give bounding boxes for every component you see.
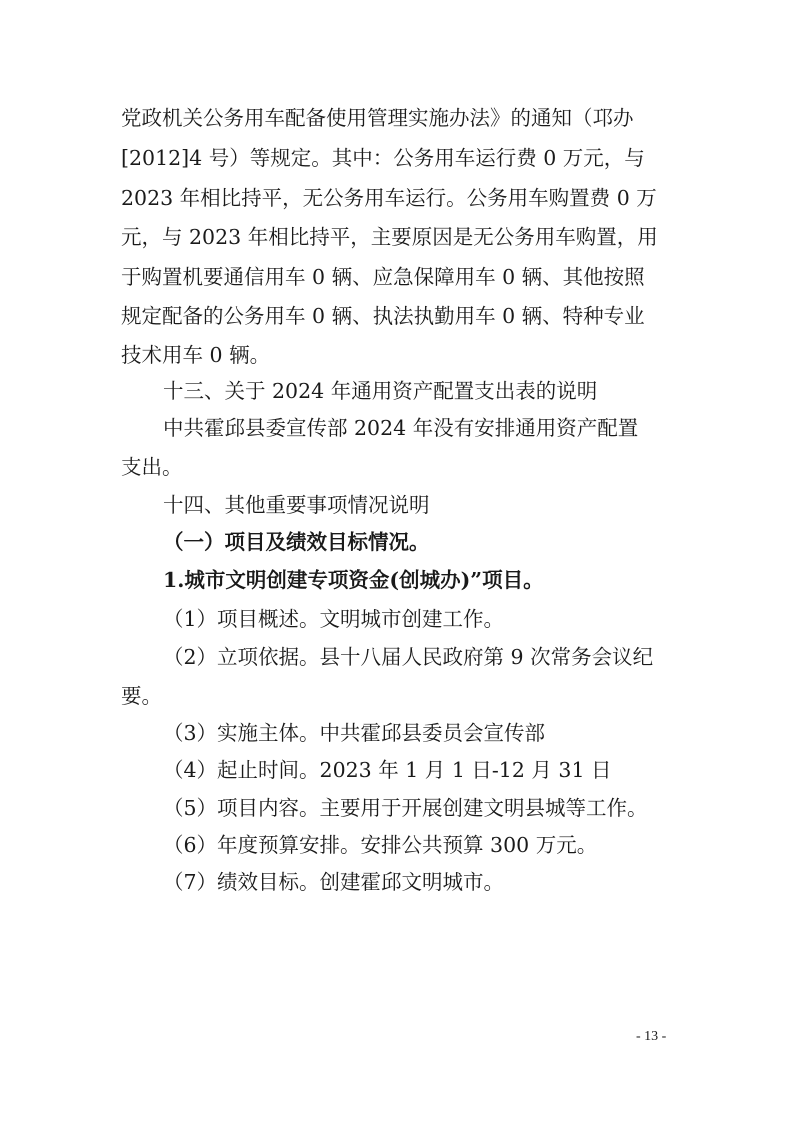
list-item: （4）起止时间。2023 年 1 月 1 日-12 月 31 日	[163, 758, 612, 782]
list-item: （6）年度预算安排。安排公共预算 300 万元。	[163, 833, 598, 857]
project-title: 1.城市文明创建专项资金(创城办)”项目。	[163, 568, 544, 592]
list-item: （3）实施主体。中共霍邱县委员会宣传部	[163, 721, 546, 745]
list-item: （7）绩效目标。创建霍邱文明城市。	[163, 870, 505, 894]
paragraph-line: 规定配备的公务用车 0 辆、执法执勤用车 0 辆、特种专业	[121, 304, 645, 328]
paragraph-line: 元，与 2023 年相比持平，主要原因是无公务用车购置，用	[121, 225, 658, 249]
list-item: （5）项目内容。主要用于开展创建文明县城等工作。	[163, 796, 648, 820]
paragraph-line: 中共霍邱县委宣传部 2024 年没有安排通用资产配置	[163, 416, 639, 440]
paragraph-line: 党政机关公务用车配备使用管理实施办法》的通知（邛办	[121, 106, 634, 130]
paragraph-line: 技术用车 0 辆。	[121, 343, 271, 367]
subsection-heading: （一）项目及绩效目标情况。	[163, 530, 430, 554]
list-item: （2）立项依据。县十八届人民政府第 9 次常务会议纪	[163, 645, 654, 669]
section-heading: 十三、关于 2024 年通用资产配置支出表的说明	[163, 379, 598, 403]
list-item-continuation: 要。	[121, 684, 162, 708]
section-heading: 十四、其他重要事项情况说明	[163, 493, 430, 517]
paragraph-line: 支出。	[121, 455, 183, 479]
page-number: - 13 -	[636, 1029, 667, 1044]
paragraph-line: 2023 年相比持平，无公务用车运行。公务用车购置费 0 万	[121, 186, 657, 210]
paragraph-line: 于购置机要通信用车 0 辆、应急保障用车 0 辆、其他按照	[121, 265, 645, 289]
paragraph-line: [2012]4 号）等规定。其中：公务用车运行费 0 万元，与	[121, 146, 645, 170]
list-item: （1）项目概述。文明城市创建工作。	[163, 607, 505, 631]
